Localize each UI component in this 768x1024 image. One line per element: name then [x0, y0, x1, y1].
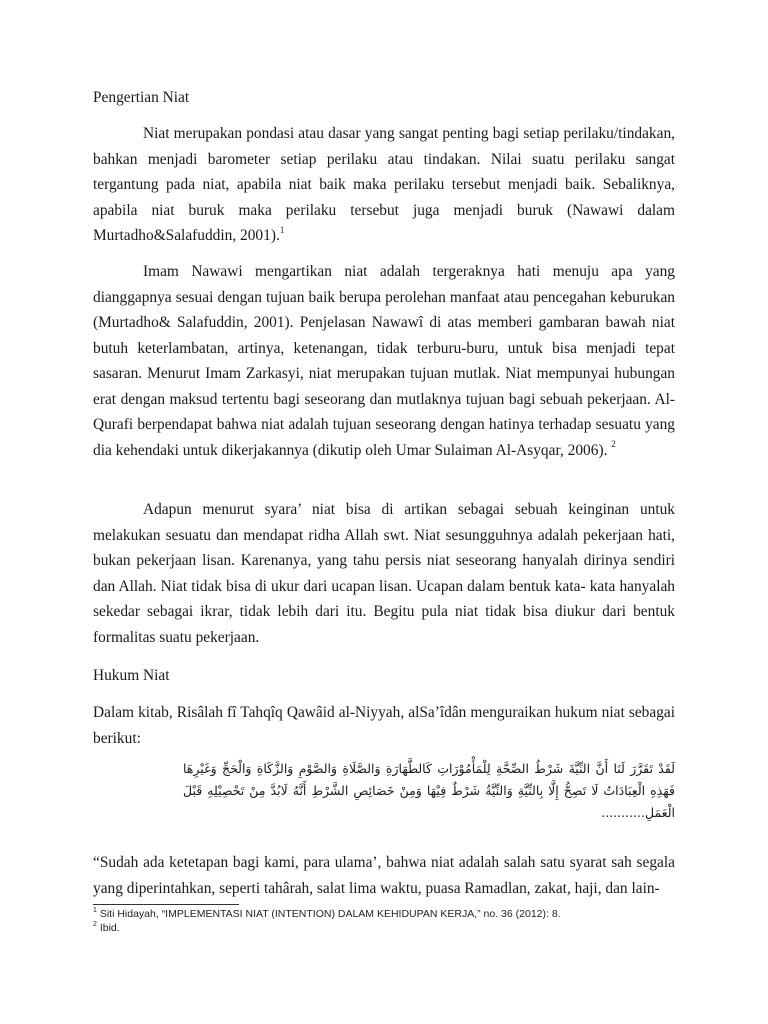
paragraph-text: Adapun menurut syara’ niat bisa di artikan sebagai sebuah keinginan untuk melakukan sesuatu dan mendapat ridha Allah swt. Niat sesungguhnya adalah pekerjaan hati, bukan pekerjaan lisan. Karenanya, yang tahu persis niat seseorang hanyalah dirinya sendiri dan Allah. Niat tidak bisa di ukur dari ucapan lisan. Ucapan dalam bentuk kata- kata hanyalah sekedar sebagai ikrar, tidak lebih dari itu. Begitu pula niat tidak bisa diukur dari bentuk formalitas suatu pekerjaan. [93, 501, 675, 646]
paragraph-translation-quote [93, 850, 675, 901]
paragraph-text: Imam Nawawi mengartikan niat adalah tergeraknya hati menuju apa yang dianggapnya sesuai dengan tujuan baik berupa perolehan manfaat atau pencegahan keburukan (Murtadho& Salafuddin, 2001). Penjelasan Nawawî di atas memberi gambaran bawah niat butuh keterlambatan, artinya, ketenangan, tidak terburu-buru, untuk bisa menjadi tepat sasaran. Menurut Imam Zarkasyi, niat merupakan tujuan mutlak. Niat mempunyai hubungan erat dengan maksud tertentu bagi seseorang dan mutlaknya tujuan bagi sebuah pekerjaan. Al-Qurafi berpendapat bahwa niat adalah tujuan seseorang dengan hatinya terhadap sesuatu yang dia kehendaki untuk dikerjakannya (dikutip oleh Umar Sulaiman Al-Asyqar, 2006). [93, 263, 675, 459]
paragraph-text: “Sudah ada ketetapan bagi kami, para ulama’, bahwa niat adalah salah satu syarat sah segala yang diperintahkan, seperti tahârah, salat lima waktu, puasa Ramadlan, zakat, haji, dan lain- [93, 854, 675, 897]
paragraph-imam-nawawi [93, 259, 675, 463]
footnote-ref-2[interactable]: 2 [611, 439, 616, 450]
footnote-number: 2 [93, 920, 97, 928]
footnote-number: 1 [93, 906, 97, 914]
footnote-text: Ibid. [99, 922, 120, 934]
footnote-1 [93, 907, 561, 921]
paragraph-text: Dalam kitab, Risâlah fî Tahqîq Qawâid al-Niyyah, alSa’îdân menguraikan hukum niat sebagai berikut: [93, 704, 675, 747]
paragraph-menurut-syara [93, 497, 675, 650]
footnote-2 [93, 921, 120, 935]
arabic-text: لَقَدْ تَقَرَّرَ لَنَا أَنَّ النِّيَّةَ شَرْطُ الصِّحَّةِ لِلْمَأْمُوْرَاتِ كَالطَّهَارَةِ وَالصَّلَاةِ وَالصَّوْمِ وَالزَّكَاةِ وَالْحَجِّ وَغَيْرِهَا فَهَذِهِ الْعِبَادَاتُ لَا تَصِحُّ إِلَّا بِالنِّيَّةِ وَالنِّيَّةُ شَرْطٌ فِيْهَا وَمِنْ خَصَائِصِ الشَّرْطِ أَنَّهُ لَابُدَّ مِنْ تَحْصِيْلِهِ قَبْلَ الْعَمَلِ [183, 761, 675, 820]
paragraph-text: Niat merupakan pondasi atau dasar yang sangat penting bagi setiap perilaku/tindakan, bahkan menjadi barometer setiap perilaku atau tindakan. Nilai suatu perilaku sangat tergantung pada niat, apabila niat baik maka perilaku tersebut menjadi baik. Sebaliknya, apabila niat buruk maka perilaku tersebut juga menjadi buruk (Nawawi dalam Murtadho&Salafuddin, 2001). [93, 125, 675, 244]
section-heading-pengertian-niat: Pengertian Niat [93, 89, 190, 106]
paragraph-dalam-kitab [93, 700, 675, 751]
footnote-separator [93, 904, 239, 905]
paragraph-niat-definition [93, 121, 675, 249]
footnote-text: Siti Hidayah, “IMPLEMENTASI NIAT (INTENTION) DALAM KEHIDUPAN KERJA,” no. 36 (2012): 8. [99, 908, 561, 920]
footnote-ref-1[interactable]: 1 [279, 224, 285, 235]
arabic-quotation [183, 758, 675, 824]
arabic-ellipsis: ........... [601, 805, 645, 820]
section-heading-hukum-niat: Hukum Niat [93, 667, 170, 684]
